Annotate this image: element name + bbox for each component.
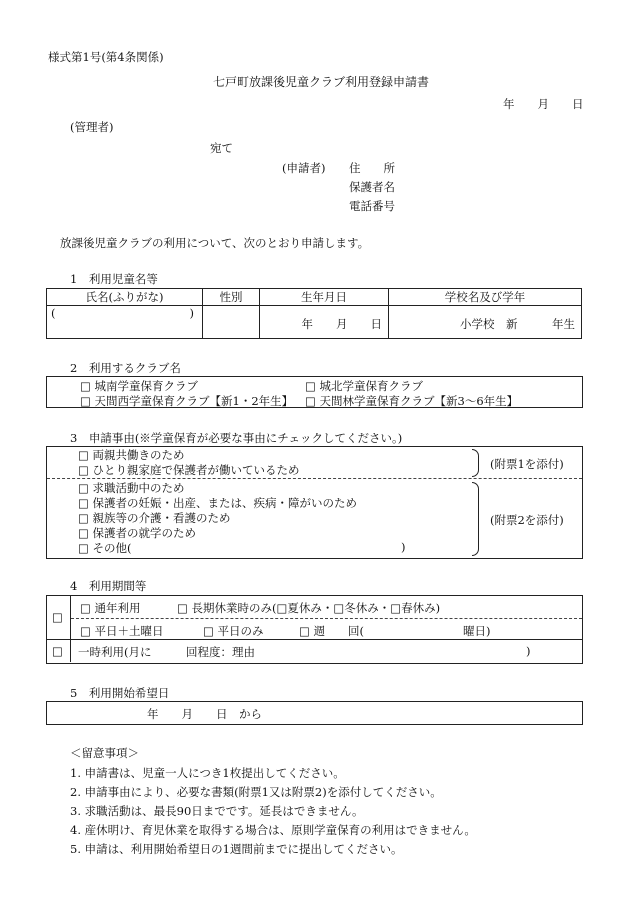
reason-dual-income[interactable]: □ 両親共働きのため <box>78 448 185 462</box>
school-cell[interactable]: 小学校 新 年生 <box>389 306 582 339</box>
col-name: 氏名(ふりがな) <box>47 289 203 306</box>
sex-cell[interactable] <box>203 306 260 339</box>
name-cell[interactable] <box>47 306 203 339</box>
reason-study[interactable]: □ 保護者の就学のため <box>78 526 197 540</box>
note-1: 1. 申請書は、児童一人につき1枚提出してください。 <box>70 766 345 780</box>
period-row-line <box>47 639 582 640</box>
manager-label: (管理者) <box>70 120 114 134</box>
addressee-label: 宛て <box>210 141 233 155</box>
club-jonan-checkbox[interactable]: □ 城南学童保育クラブ <box>80 379 199 393</box>
reason-pregnancy-illness[interactable]: □ 保護者の妊娠・出産、または、疾病・障がいのため <box>78 496 358 510</box>
brace-2 <box>472 482 479 556</box>
page-title: 七戸町放課後児童クラブ利用登録申請書 <box>213 75 430 89</box>
birth-cell[interactable]: 年 月 日 <box>260 306 389 339</box>
col-school: 学校名及び学年 <box>389 289 582 306</box>
form-number: 様式第1号(第4条関係) <box>48 50 164 64</box>
notes-heading: ＜留意事項＞ <box>70 746 139 760</box>
note-3: 3. 求職活動は、最長90日までです。延長はできません。 <box>70 804 364 818</box>
year-round-checkbox[interactable]: □ 通年利用 <box>80 601 141 615</box>
reason-caregiving[interactable]: □ 親族等の介護・看護のため <box>78 511 231 525</box>
club-tenmabayashi-checkbox[interactable]: □ 天間林学童保育クラブ【新3～6年生】 <box>305 394 519 408</box>
brace-1 <box>472 449 479 477</box>
times-per-week-checkbox[interactable]: □ 週 回( <box>299 624 365 638</box>
club-johoku-checkbox[interactable]: □ 城北学童保育クラブ <box>305 379 424 393</box>
section-5-heading: 5 利用開始希望日 <box>70 686 170 700</box>
temporary-use-text[interactable]: 一時利用(月に 回程度：理由 <box>78 645 255 659</box>
section-3-heading: 3 申請事由(※学童保育が必要な事由にチェックしてください。) <box>70 431 403 445</box>
start-date-box <box>46 701 583 725</box>
note-4: 4. 産休明け、育児休業を取得する場合は、原則学童保育の利用はできません。 <box>70 823 476 837</box>
col-sex: 性別 <box>203 289 260 306</box>
section-4-heading: 4 利用期間等 <box>70 579 147 593</box>
reason-other-close: ) <box>401 540 406 554</box>
guardian-name-field[interactable]: 保護者名 <box>349 180 395 194</box>
reason-job-seeking[interactable]: □ 求職活動中のため <box>78 481 185 495</box>
address-field[interactable]: 住 所 <box>349 161 395 175</box>
weekday-only-checkbox[interactable]: □ 平日のみ <box>203 624 264 638</box>
section-2-heading: 2 利用するクラブ名 <box>70 361 181 375</box>
reason-other[interactable]: □ その他( <box>78 541 132 555</box>
phone-field[interactable]: 電話番号 <box>349 199 395 213</box>
reason-divider <box>47 478 582 479</box>
note-5: 5. 申請は、利用開始希望日の1週間前までに提出してください。 <box>70 842 403 856</box>
reason-single-parent[interactable]: □ ひとり親家庭で保護者が働いているため <box>78 463 300 477</box>
start-date-field[interactable]: 年 月 日 から <box>147 707 262 721</box>
child-info-table <box>46 288 582 339</box>
intro-text: 放課後児童クラブの利用について、次のとおり申請します。 <box>60 236 370 250</box>
temporary-use-checkbox[interactable]: □ <box>52 644 63 658</box>
date-field[interactable]: 年 月 日 <box>503 97 584 111</box>
period-dash-line <box>71 618 582 619</box>
attach-2-note: (附票2を添付) <box>490 513 564 527</box>
applicant-label: (申請者) <box>282 161 326 175</box>
note-2: 2. 申請事由により、必要な書類(附票1又は附票2)を添付してください。 <box>70 785 442 799</box>
long-holiday-checkbox[interactable]: □ 長期休業時のみ(□夏休み・□冬休み・□春休み) <box>177 601 441 615</box>
club-tenmanishi-checkbox[interactable]: □ 天間西学童保育クラブ【新1・2年生】 <box>80 394 294 408</box>
section-1-heading: 1 利用児童名等 <box>70 272 158 286</box>
weekday-saturday-checkbox[interactable]: □ 平日＋土曜日 <box>80 624 164 638</box>
temporary-use-close: ) <box>526 644 531 658</box>
period-col-line <box>70 596 71 662</box>
name-open: ( <box>51 306 56 320</box>
name-close: ) <box>189 306 194 320</box>
regular-use-checkbox[interactable]: □ <box>52 610 63 624</box>
col-birth: 生年月日 <box>260 289 389 306</box>
attach-1-note: (附票1を添付) <box>490 457 564 471</box>
weekday-label: 曜日) <box>463 624 491 638</box>
